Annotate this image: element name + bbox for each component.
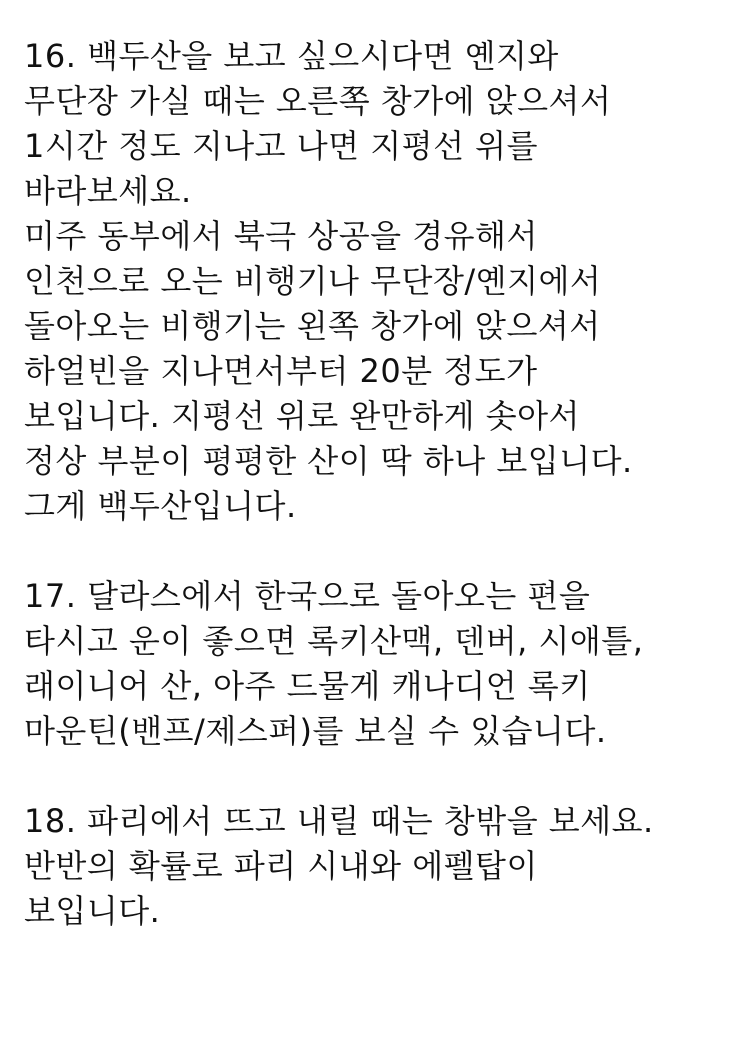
tip-18-paragraph bbox=[24, 799, 734, 934]
text-line: 16. 백두산을 보고 싶으시다면 옌지와 bbox=[24, 37, 559, 75]
text-line: 래이니어 산, 아주 드물게 캐나디언 록키 bbox=[24, 667, 591, 705]
text-line: 타시고 운이 좋으면 록키산맥, 덴버, 시애틀, bbox=[24, 622, 644, 660]
text-line: 미주 동부에서 북극 상공을 경유해서 bbox=[24, 217, 538, 255]
text-line: 보입니다. bbox=[24, 892, 161, 930]
text-line: 그게 백두산입니다. bbox=[24, 487, 297, 525]
text-line: 18. 파리에서 뜨고 내릴 때는 창밖을 보세요. bbox=[24, 802, 654, 840]
text-line: 마운틴(밴프/제스퍼)를 보실 수 있습니다. bbox=[24, 712, 607, 750]
text-line: 인천으로 오는 비행기나 무단장/옌지에서 bbox=[24, 262, 602, 300]
text-line: 1시간 정도 지나고 나면 지평선 위를 bbox=[24, 127, 538, 165]
text-line: 보입니다. 지평선 위로 완만하게 솟아서 bbox=[24, 397, 580, 435]
text-line: 하얼빈을 지나면서부터 20분 정도가 bbox=[24, 352, 538, 390]
text-line: 바라보세요. bbox=[24, 172, 192, 210]
text-line: 반반의 확률로 파리 시내와 에펠탑이 bbox=[24, 847, 538, 885]
text-line: 무단장 가실 때는 오른쪽 창가에 앉으셔서 bbox=[24, 82, 612, 120]
tip-17-paragraph bbox=[24, 574, 734, 754]
tip-16-paragraph bbox=[24, 34, 734, 529]
text-line: 17. 달라스에서 한국으로 돌아오는 편을 bbox=[24, 577, 591, 615]
text-line: 돌아오는 비행기는 왼쪽 창가에 앉으셔서 bbox=[24, 307, 601, 345]
text-line: 정상 부분이 평평한 산이 딱 하나 보입니다. bbox=[24, 442, 633, 480]
tip-text-block bbox=[24, 34, 734, 934]
